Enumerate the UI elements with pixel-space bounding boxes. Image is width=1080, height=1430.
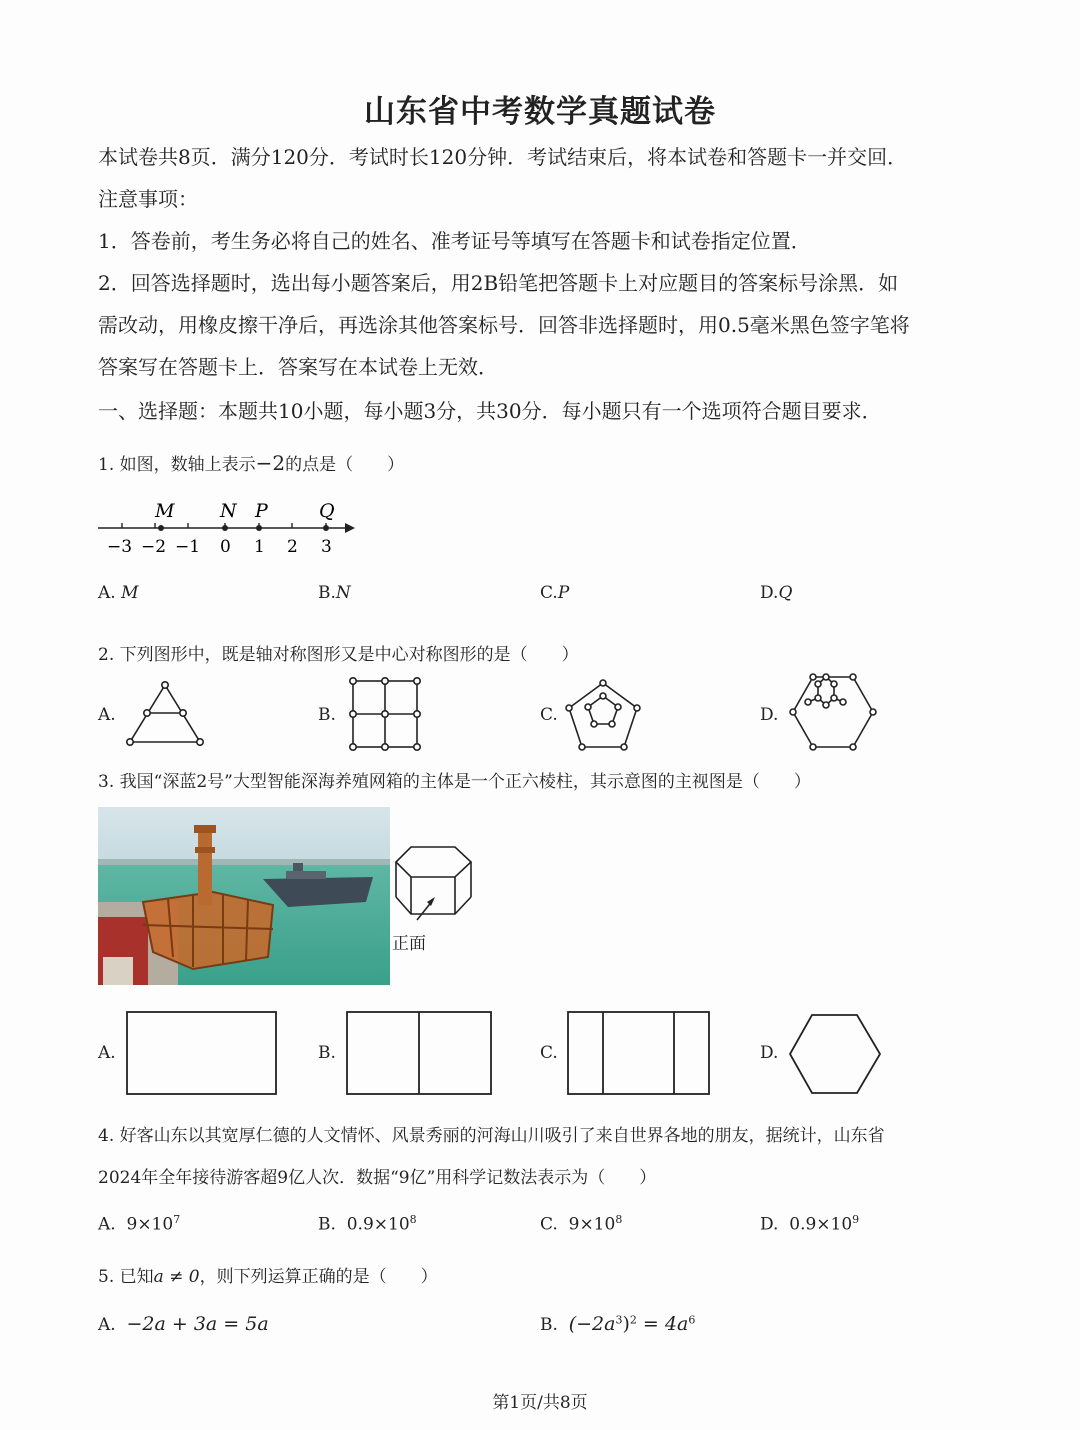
page-footer: 第1页/共8页 — [492, 1393, 588, 1413]
q4-option-a: A. $9\times 10^7$ — [98, 1213, 181, 1235]
intro-line: 本试卷共8页．满分120分．考试时长120分钟．考试结束后，将本试卷和答题卡一并交回． — [98, 145, 908, 169]
tick-2: 2 — [287, 537, 298, 557]
q5-stem: 5. 已知a ≠ 0，则下列运算正确的是（ ） — [98, 1267, 438, 1287]
q3-option-a-label: A. — [98, 1043, 116, 1063]
q5-option-a: A. −2a + 3a = 5a — [98, 1313, 269, 1335]
front-label: 正面 — [392, 934, 426, 954]
q2-figure-hexagon — [788, 672, 878, 752]
tick-0: 0 — [220, 537, 231, 557]
q5-option-b: B. $(-2a^3)^2 = 4a^6$ — [540, 1313, 696, 1335]
label-n: N — [220, 500, 237, 522]
hexagonal-prism-diagram — [393, 842, 478, 922]
arrow-icon — [427, 897, 435, 906]
point-m — [158, 525, 164, 531]
q1-option-d: D.Q — [760, 583, 793, 603]
q1-option-a: A. M — [98, 583, 139, 603]
q3-option-b-label: B. — [318, 1043, 336, 1063]
section-heading: 一、选择题：本题共10小题，每小题3分，共30分．每小题只有一个选项符合题目要求． — [98, 399, 882, 423]
number-line-arrow-icon — [345, 523, 355, 533]
label-m: M — [155, 500, 175, 522]
q1-stem-a: 1. 如图，数轴上表示 — [98, 455, 256, 475]
q3-stem: 3. 我国“深蓝2号”大型智能深海养殖网箱的主体是一个正六棱柱，其示意图的主视图是（ ） — [98, 772, 811, 792]
point-n — [222, 525, 228, 531]
q3-option-d-label: D. — [760, 1043, 779, 1063]
q4-stem-line-1: 4. 好客山东以其宽厚仁德的人文情怀、风景秀丽的河海山川吸引了来自世界各地的朋友，据统计，山东省 — [98, 1126, 885, 1146]
label-q: Q — [319, 500, 335, 522]
tick-minus-1: −1 — [175, 537, 201, 557]
q2-option-a-label: A. — [98, 705, 116, 725]
note-2-line-2: 需改动，用橡皮擦干净后，再选涂其他答案标号．回答非选择题时，用0.5毫米黑色签字笔将 — [98, 313, 910, 337]
q1-stem — [98, 450, 404, 475]
point-q — [323, 525, 329, 531]
tick-minus-3: −3 — [107, 537, 133, 557]
tick-1: 1 — [254, 537, 265, 557]
page-title: 山东省中考数学真题试卷 — [364, 94, 716, 130]
q4-option-b: B. $0.9\times 10^8$ — [318, 1213, 417, 1235]
q2-option-c-label: C. — [540, 705, 558, 725]
q3-option-c-label: C. — [540, 1043, 558, 1063]
q1-stem-b: 的点是（ ） — [285, 455, 405, 475]
tick-3: 3 — [321, 537, 332, 557]
q1-option-b: B.N — [318, 583, 351, 603]
q3-view-three-panels — [566, 1010, 714, 1098]
point-p — [256, 525, 262, 531]
q4-option-c: C. $9\times 10^8$ — [540, 1213, 623, 1235]
aquaculture-cage-photo — [98, 807, 390, 985]
q1-stem-value: −2 — [255, 451, 286, 475]
note-2-line-1: 2．回答选择题时，选出每小题答案后，用2B铅笔把答题卡上对应题目的答案标号涂黑．如 — [98, 271, 899, 295]
q1-option-c: C.P — [540, 583, 570, 603]
q2-figure-grid — [347, 675, 423, 753]
note-2-line-3: 答案写在答题卡上．答案写在本试卷上无效． — [98, 355, 498, 379]
q3-view-hexagon — [787, 1012, 885, 1096]
q2-stem: 2. 下列图形中，既是轴对称图形又是中心对称图形的是（ ） — [98, 645, 579, 665]
q4-stem-line-2: 2024年全年接待游客超9亿人次．数据“9亿”用科学记数法表示为（ ） — [98, 1168, 657, 1188]
q2-option-d-label: D. — [760, 705, 779, 725]
notice-heading: 注意事项： — [98, 187, 198, 211]
label-p: P — [255, 500, 268, 522]
q2-figure-pentagon — [565, 678, 641, 752]
q2-figure-triangle — [122, 678, 208, 750]
tick-minus-2: −2 — [141, 537, 167, 557]
q3-view-rectangle — [125, 1010, 280, 1098]
q4-option-d: D. $0.9\times 10^9$ — [760, 1213, 860, 1235]
q3-view-two-panels — [345, 1010, 495, 1098]
number-line — [95, 495, 365, 560]
note-1: 1．答卷前，考生务必将自己的姓名、准考证号等填写在答题卡和试卷指定位置． — [98, 229, 811, 253]
q2-option-b-label: B. — [318, 705, 336, 725]
